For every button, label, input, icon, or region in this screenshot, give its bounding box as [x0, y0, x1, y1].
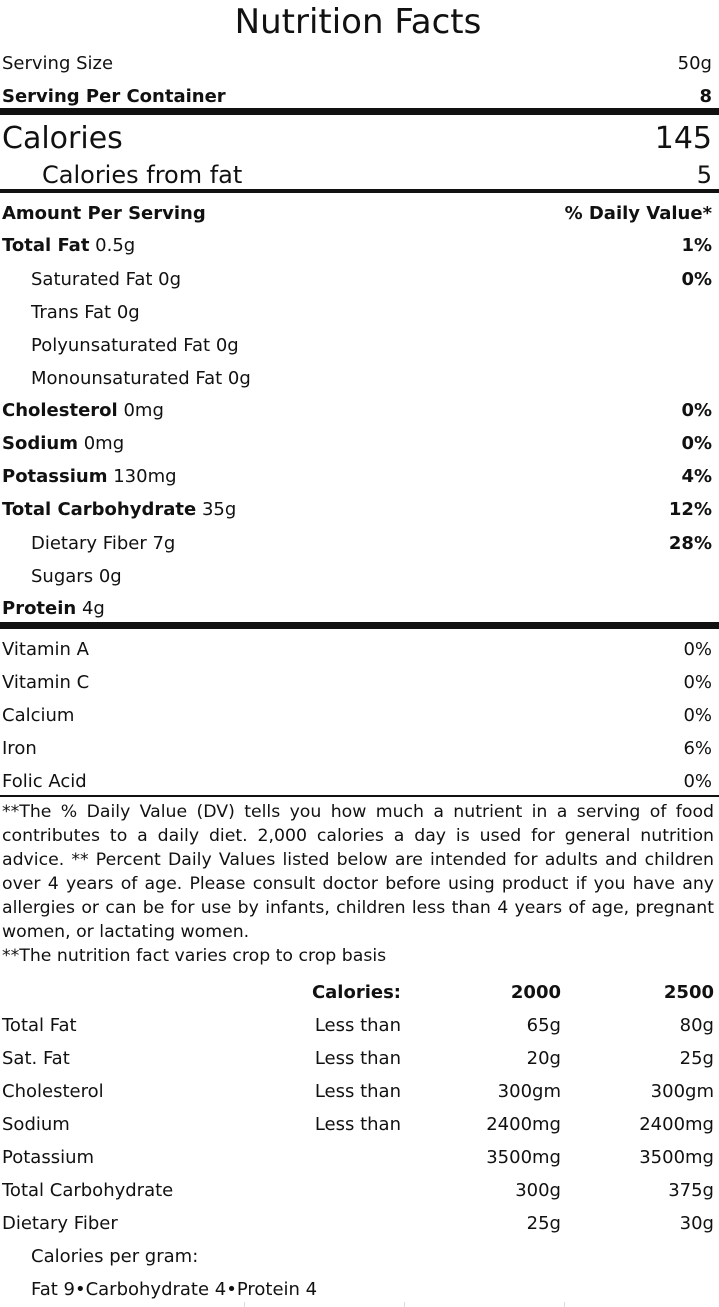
servings-per-container-value: 8: [699, 85, 712, 107]
vitamin-value: 6%: [683, 737, 712, 759]
vitamin-name: Vitamin A: [2, 638, 89, 660]
nutrient-amount: 0mg: [83, 432, 125, 454]
nutrient-row-polyunsaturated-fat: [2, 332, 712, 358]
nutrient-row-protein: [2, 595, 712, 621]
nutrient-row-monounsaturated-fat: [2, 365, 712, 391]
dv-row-qualifier: Less than: [314, 1015, 401, 1036]
nutrient-amount: 0g: [116, 301, 140, 323]
nutrient-name: Dietary Fiber: [31, 532, 147, 554]
nutrient-name: Protein: [2, 597, 77, 619]
dv-row-value-2500: 3500mg: [639, 1147, 714, 1168]
nutrient-name: Saturated Fat: [31, 268, 153, 290]
table-row: [0, 1042, 719, 1075]
divider-tick: [404, 1302, 405, 1307]
dv-row-value-2000: 25g: [526, 1213, 561, 1234]
dv-row-name: Sodium: [2, 1114, 70, 1135]
dv-row-name: Total Fat: [2, 1015, 77, 1036]
serving-size-value: 50g: [677, 52, 712, 74]
nutrient-row-total-carbohydrate: [2, 496, 712, 522]
nutrient-row-potassium: [2, 463, 712, 489]
serving-size-label: Serving Size: [2, 52, 114, 74]
dv-row-value-2000: 20g: [526, 1048, 561, 1069]
table-row: [0, 1108, 719, 1141]
thick-divider: [0, 622, 719, 629]
medium-divider: [0, 189, 719, 193]
dv-row-value-2500: 25g: [679, 1048, 714, 1069]
nutrient-row-trans-fat: [2, 299, 712, 325]
nutrient-row-dietary-fiber: [2, 530, 712, 556]
dv-row-value-2500: 300gm: [650, 1081, 714, 1102]
nutrient-dv: 0%: [681, 432, 712, 454]
servings-per-container-row: [2, 83, 712, 109]
vitamin-row-vitamin-a: [2, 636, 712, 662]
table-row: [0, 1075, 719, 1108]
nutrient-row-cholesterol: [2, 397, 712, 423]
dv-row-value-2000: 65g: [526, 1015, 561, 1036]
calories-from-fat-value: 5: [696, 161, 712, 189]
dv-row-qualifier: Less than: [314, 1081, 401, 1102]
nutrient-dv: 1%: [681, 234, 712, 256]
vitamin-value: 0%: [683, 770, 712, 792]
dv-table-header: [0, 976, 719, 1009]
nutrient-name: Total Carbohydrate: [2, 498, 197, 520]
dv-row-qualifier: Less than: [314, 1114, 401, 1135]
nutrient-dv: 12%: [668, 498, 712, 520]
amount-header-row: [2, 200, 712, 226]
dv-header-col1: 2000: [510, 982, 561, 1003]
nutrient-amount: 0g: [227, 367, 251, 389]
nutrient-dv: 0%: [681, 399, 712, 421]
daily-value-footnote: **The % Daily Value (DV) tells you how much a nutrient in a serving of food contributes to a daily diet. 2,000 calories a day is used for general nutrition advice. ** Percent Daily Values listed below are intended for adults and children over 4 years of age. Please consult doctor before using product if you have any allergies or can be for use by infants, children less than 4 years of age, pregnant women, or lactating women.: [2, 802, 714, 942]
nutrient-name: Sodium: [2, 432, 78, 454]
calories-per-gram-line: Fat 9•Carbohydrate 4•Protein 4: [31, 1279, 318, 1300]
dv-row-value-2500: 30g: [679, 1213, 714, 1234]
nutrient-amount: 130mg: [113, 465, 177, 487]
vitamin-value: 0%: [683, 704, 712, 726]
vitamin-row-vitamin-c: [2, 669, 712, 695]
table-row: [0, 1141, 719, 1174]
nutrient-name: Monounsaturated Fat: [31, 367, 223, 389]
vitamin-row-folic-acid: [2, 768, 712, 794]
dv-row-name: Sat. Fat: [2, 1048, 70, 1069]
dv-row-name: Dietary Fiber: [2, 1213, 118, 1234]
calories-label: Calories: [2, 120, 123, 156]
serving-size-row: [2, 50, 712, 76]
nutrient-name: Total Fat: [2, 234, 90, 256]
nutrient-row-sodium: [2, 430, 712, 456]
nutrient-name: Polyunsaturated Fat: [31, 334, 211, 356]
amount-per-serving-label: Amount Per Serving: [2, 202, 206, 224]
nutrient-amount: 0g: [215, 334, 239, 356]
dv-header-col2: 2500: [663, 982, 714, 1003]
dv-row-value-2500: 2400mg: [639, 1114, 714, 1135]
dv-row-value-2500: 80g: [679, 1015, 714, 1036]
nutrient-name: Potassium: [2, 465, 108, 487]
thin-divider: [0, 795, 719, 797]
nutrient-name: Sugars: [31, 565, 94, 587]
nutrient-dv: 28%: [668, 532, 712, 554]
vitamin-name: Vitamin C: [2, 671, 90, 693]
calories-from-fat-label: Calories from fat: [42, 161, 243, 189]
divider-tick: [564, 1302, 565, 1307]
nutrient-amount: 0g: [98, 565, 122, 587]
dv-row-qualifier: Less than: [314, 1048, 401, 1069]
vitamin-row-calcium: [2, 702, 712, 728]
crop-footnote: **The nutrition fact varies crop to crop basis: [2, 946, 387, 966]
dv-row-name: Total Carbohydrate: [2, 1180, 174, 1201]
vitamin-name: Folic Acid: [2, 770, 87, 792]
vitamin-row-iron: [2, 735, 712, 761]
nutrient-row-saturated-fat: [2, 266, 712, 292]
nutrient-row-total-fat: [2, 232, 712, 258]
servings-per-container-label: Serving Per Container: [2, 85, 226, 107]
vitamin-value: 0%: [683, 671, 712, 693]
calories-row: [2, 118, 712, 158]
calories-per-gram-label: Calories per gram:: [31, 1246, 199, 1267]
dv-row-name: Cholesterol: [2, 1081, 104, 1102]
dv-row-value-2500: 375g: [668, 1180, 714, 1201]
daily-value-header: % Daily Value*: [564, 202, 712, 224]
calories-value: 145: [654, 120, 712, 156]
nutrient-dv: 4%: [681, 465, 712, 487]
dv-row-value-2000: 300gm: [497, 1081, 561, 1102]
dv-row-value-2000: 3500mg: [486, 1147, 561, 1168]
dv-row-value-2000: 2400mg: [486, 1114, 561, 1135]
table-row: [0, 1174, 719, 1207]
nutrient-amount: 35g: [201, 498, 237, 520]
thick-divider: [0, 108, 719, 115]
nutrient-amount: 0g: [158, 268, 182, 290]
divider-tick: [244, 1302, 245, 1307]
nutrient-name: Cholesterol: [2, 399, 118, 421]
calories-from-fat-row: [42, 160, 712, 190]
vitamin-name: Iron: [2, 737, 37, 759]
label-title: Nutrition Facts: [234, 2, 482, 42]
vitamin-value: 0%: [683, 638, 712, 660]
nutrient-row-sugars: [2, 563, 712, 589]
nutrient-amount: 0.5g: [95, 234, 136, 256]
nutrient-amount: 7g: [152, 532, 176, 554]
vitamin-name: Calcium: [2, 704, 75, 726]
nutrient-name: Trans Fat: [31, 301, 112, 323]
dv-header-label: Calories:: [311, 982, 401, 1003]
dv-row-value-2000: 300g: [515, 1180, 561, 1201]
nutrient-amount: 4g: [81, 597, 105, 619]
nutrient-amount: 0mg: [123, 399, 164, 421]
table-row: [0, 1009, 719, 1042]
table-row: [0, 1207, 719, 1240]
nutrient-dv: 0%: [681, 268, 712, 290]
dv-row-name: Potassium: [2, 1147, 95, 1168]
